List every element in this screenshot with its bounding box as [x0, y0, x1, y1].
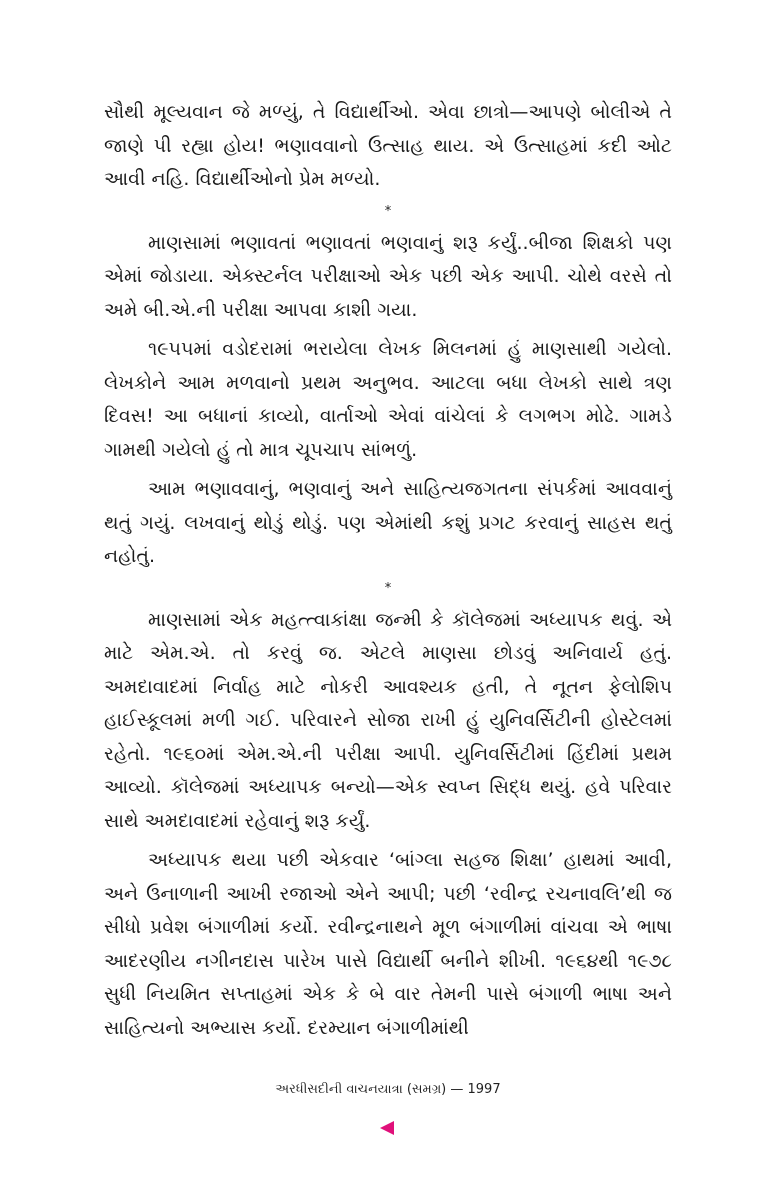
paragraph-2: માણસામાં ભણાવતાં ભણાવતાં ભણવાનું શરૂ કર્યું..બીજા શિક્ષકો પણ એમાં જોડાયા. એક્સ્ટર્નલ પરીક્ષાઓ એક પછી એક આપી. ચોથે વરસે તો અમે બી.એ.ની પરીક્ષા આપવા કાશી ગયા.: [104, 231, 672, 321]
paragraph-3: ૧૯૫૫માં વડોદરામાં ભરાયેલા લેખક મિલનમાં હું માણસાથી ગયેલો. લેખકોને આમ મળવાનો પ્રથમ અનુભવ. આટલા બધા લેખકો સાથે ત્રણ દિવસ! આ બધાનાં કાવ્યો, વાર્તાઓ એવાં વાંચેલાં કે લગભગ મોઢે. ગામડે ગામથી ગયેલો હું તો માત્ર ચૂપચાપ સાંભળું.: [104, 338, 672, 461]
paragraph-1: સૌથી મૂલ્યવાન જે મળ્યું, તે વિદ્યાર્થીઓ. એવા છાત્રો—આપણે બોલીએ તે જાણે પી રહ્યા હોય! ભણાવવાનો ઉત્સાહ થાય. એ ઉત્સાહમાં કદી ઓટ આવી નહિ. વિદ્યાર્થીઓનો પ્રેમ મળ્યો.: [104, 101, 672, 190]
previous-page-arrow-icon[interactable]: [380, 1121, 394, 1135]
paragraph-6: અધ્યાપક થયા પછી એકવાર ‘બાંગ્લા સહજ શિક્ષા’ હાથમાં આવી, અને ઉનાળાની આખી રજાઓ એને આપી; પછી ‘રવીન્દ્ર રચનાવલિ’થી જ સીધો પ્રવેશ બંગાળીમાં કર્યો. રવીન્દ્રનાથને મૂળ બંગાળીમાં વાંચવા એ ભાષા આદરણીય નગીનદાસ પારેખ પાસે વિદ્યાર્થી બનીને શીખી. ૧૯૬૪થી ૧૯૭૮ સુધી નિયમિત સપ્તાહમાં એક કે બે વાર તેમની પાસે બંગાળી ભાષા અને સાહિત્યનો અભ્યાસ કર્યો. દરમ્યાન બંગાળીમાંથી: [104, 849, 672, 1039]
paragraph-5: માણસામાં એક મહત્ત્વાકાંક્ષા જન્મી કે કૉલેજમાં અધ્યાપક થવું. એ માટે એમ.એ. તો કરવું જ. એટલે માણસા છોડવું અનિવાર્ય હતું. અમદાવાદમાં નિર્વાહ માટે નોકરી આવશ્યક હતી, તે નૂતન ફેલોશિપ હાઈસ્કૂલમાં મળી ગઈ. પરિવારને સોજા રાખી હું યુનિવર્સિટીની હોસ્ટેલમાં રહેતો. ૧૯૬૦માં એમ.એ.ની પરીક્ષા આપી. યુનિવર્સિટીમાં હિંદીમાં પ્રથમ આવ્યો. કૉલેજમાં અધ્યાપક બન્યો—એક સ્વપ્ન સિદ્ધ થયું. હવે પરિવાર સાથે અમદાવાદમાં રહેવાનું શરૂ કર્યું.: [104, 608, 672, 832]
page-footer: અરધીસદીની વાચનયાત્રા (સમગ્ર) — 1997: [275, 1082, 501, 1097]
section-separator-1: *: [384, 203, 392, 219]
paragraph-4: આમ ભણાવવાનું, ભણવાનું અને સાહિત્યજગતના સંપર્કમાં આવવાનું થતું ગયું. લખવાનું થોડું થોડું. પણ એમાંથી કશું પ્રગટ કરવાનું સાહસ થતું નહોતું.: [104, 478, 672, 567]
section-separator-2: *: [384, 580, 392, 596]
page-body: [104, 96, 672, 1045]
